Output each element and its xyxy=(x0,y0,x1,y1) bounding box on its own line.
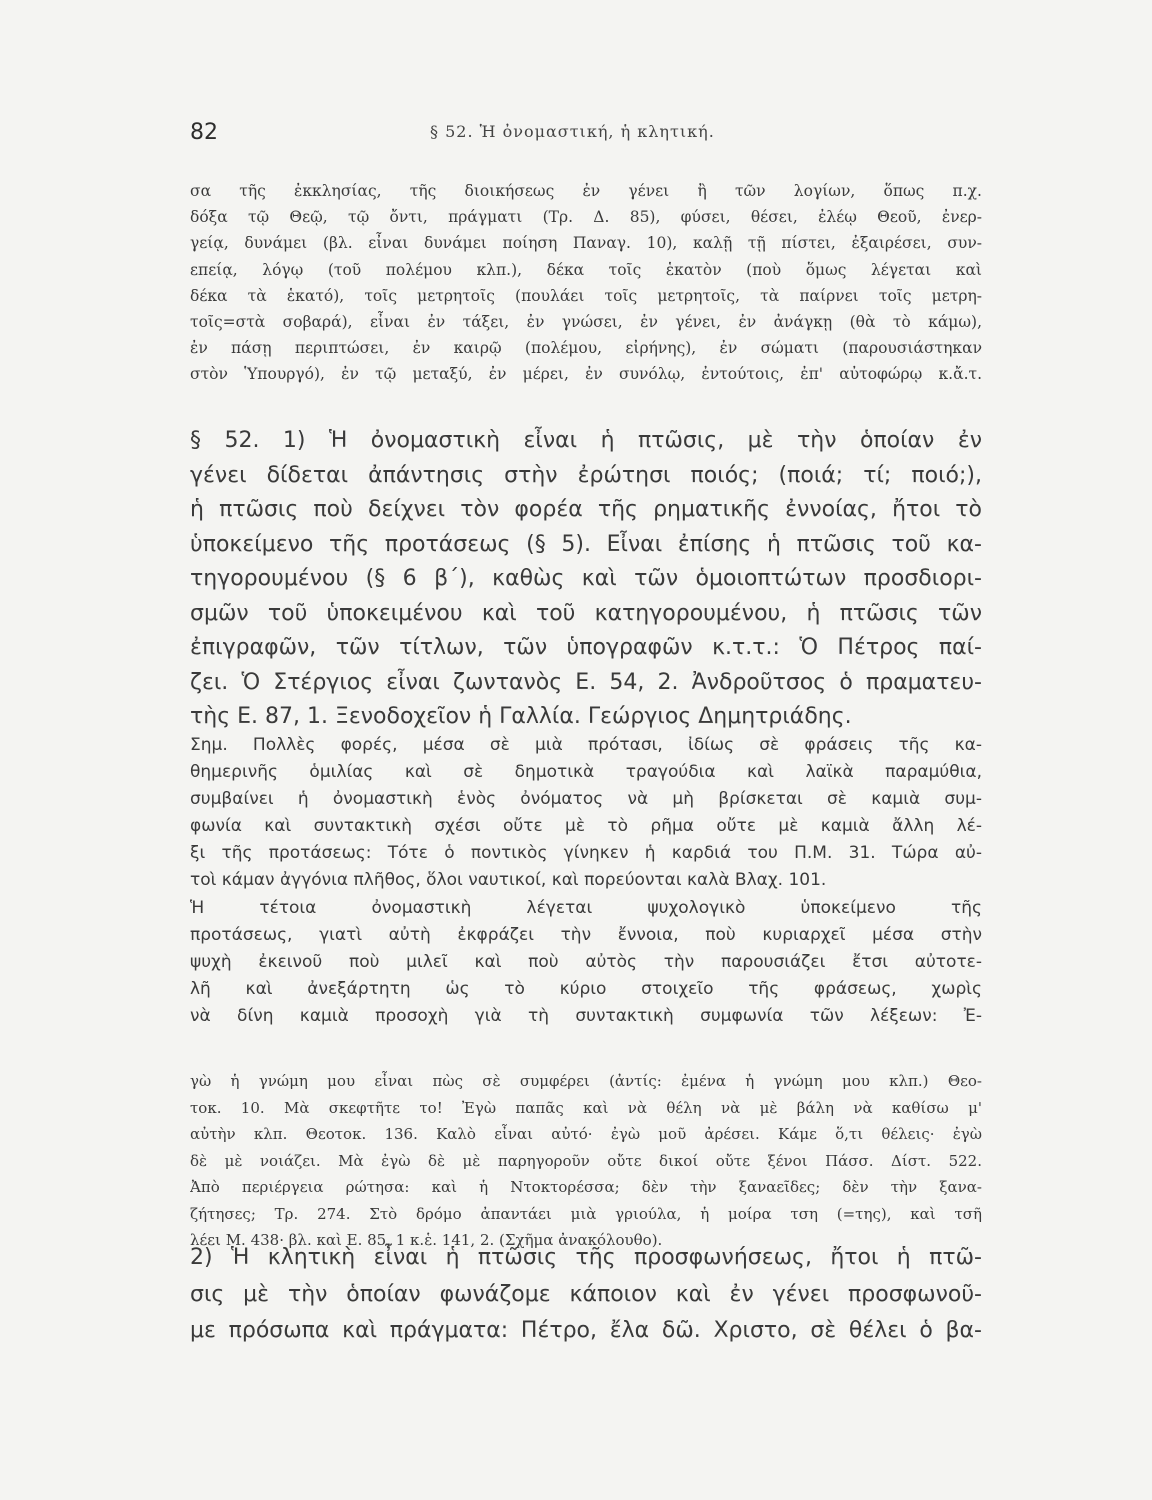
examples-paragraph xyxy=(190,1068,982,1254)
text-line: θημερινῆς ὁμιλίας καὶ σὲ δημοτικὰ τραγούδια καὶ λαϊκὰ παραμύθια, xyxy=(190,762,982,783)
page-number: 82 xyxy=(190,120,218,145)
text-line: δόξα τῷ Θεῷ, τῷ ὄντι, πράγματι (Τρ. Δ. 85), φύσει, θέσει, ἐλέῳ Θεοῦ, ἐνερ- xyxy=(190,208,982,227)
text-line: ἐν πάσῃ περιπτώσει, ἐν καιρῷ (πολέμου, εἰρήνης), ἐν σώματι (παρουσιάστηκαν xyxy=(190,339,982,358)
text-line: Σημ. Πολλὲς φορές, μέσα σὲ μιὰ πρότασι, ἰδίως σὲ φράσεις τῆς κα- xyxy=(190,735,982,755)
text-line: § 52. 1) Ἡ ὀνομαστικὴ εἶναι ἡ πτῶσις, μὲ τὴν ὁποίαν ἐν xyxy=(190,428,982,453)
text-line: δέκα τὰ ἑκατό), τοῖς μετρητοῖς (πουλάει τοῖς μετρητοῖς, τὰ παίρνει τοῖς μετρη- xyxy=(190,286,982,305)
text-line: δὲ μὲ νοιάζει. Μὰ ἐγὼ δὲ μὲ παρηγοροῦν οὔτε δικοί οὔτε ξένοι Πάσσ. Δίστ. 522. xyxy=(190,1151,982,1170)
text-line: 2) Ἡ κλητικὴ εἶναι ἡ πτῶσις τῆς προσφωνήσεως, ἤτοι ἡ πτῶ- xyxy=(190,1245,982,1270)
text-line: τηγορουμένου (§ 6 β΄), καθὼς καὶ τῶν ὁμοιοπτώτων προσδιορι- xyxy=(190,566,982,591)
running-title: § 52. Ἡ ὀνομαστική, ἡ κλητική. xyxy=(430,122,715,141)
text-line: ζει. Ὁ Στέργιος εἶναι ζωντανὸς Ε. 54, 2. Ἀνδροῦτσος ὁ πραματευ- xyxy=(190,669,982,695)
text-line: Ἡ τέτοια ὀνομαστικὴ λέγεται ψυχολογικὸ ὑποκείμενο τῆς xyxy=(190,897,982,918)
text-line: γείᾳ, δυνάμει (βλ. εἶναι δυνάμει ποίηση Παναγ. 10), καλῇ τῇ πίστει, ἐξαιρέσει, συν- xyxy=(190,234,982,253)
text-line: με πρόσωπα καὶ πράγματα: Πέτρο, ἔλα δῶ. Χριστο, σὲ θέλει ὁ βα- xyxy=(190,1318,982,1343)
text-line: λῆ καὶ ἀνεξάρτητη ὡς τὸ κύριο στοιχεῖο τῆς φράσεως, χωρὶς xyxy=(190,978,982,999)
text-line: στὸν Ὑπουργό), ἐν τῷ μεταξύ, ἐν μέρει, ἐν συνόλῳ, ἐντούτοις, ἐπ' αὐτοφώρῳ κ.ἄ.τ. xyxy=(190,365,982,384)
text-line: νὰ δίνη καμιὰ προσοχὴ γιὰ τὴ συντακτικὴ συμφωνία τῶν λέξεων: Ἐ- xyxy=(190,1005,982,1026)
note-paragraph xyxy=(190,732,982,1030)
text-line: ζήτησες; Τρ. 274. Στὸ δρόμο ἀπαντάει μιὰ γριούλα, ἡ μοίρα τση (=της), καὶ τσῆ xyxy=(190,1204,982,1223)
text-line: τοῖς=στὰ σοβαρά), εἶναι ἐν τάξει, ἐν γνώσει, ἐν γένει, ἐν ἀνάγκῃ (θὰ τὸ κάμω), xyxy=(190,312,982,331)
section-52-paragraph xyxy=(190,424,982,735)
text-line: σμῶν τοῦ ὑποκειμένου καὶ τοῦ κατηγορουμένου, ἡ πτῶσις τῶν xyxy=(190,600,982,626)
text-line: τοκ. 10. Μὰ σκεφτῆτε το! Ἐγὼ παπᾶς καὶ νὰ θέλη νὰ μὲ βάλη νὰ καθίσω μ' xyxy=(190,1098,982,1117)
text-line: σις μὲ τὴν ὁποίαν φωνάζομε κάποιον καὶ ἐν γένει προσφωνοῦ- xyxy=(190,1281,982,1307)
text-line: ἡ πτῶσις ποὺ δείχνει τὸν φορέα τῆς ρηματικῆς ἐννοίας, ἤτοι τὸ xyxy=(190,497,982,522)
text-line: λέει Μ. 438· βλ. καὶ Ε. 85, 1 κ.ἑ. 141, 2. (Σχῆμα ἀνακόλουθο). xyxy=(190,1231,663,1249)
text-line: σα τῆς ἐκκλησίας, τῆς διοικήσεως ἐν γένει ἢ τῶν λογίων, ὅπως π.χ. xyxy=(190,182,982,200)
text-line: αὐτὴν κλπ. Θεοτοκ. 136. Καλὸ εἶναι αὐτό· ἐγὼ μοῦ ἀρέσει. Κάμε ὅ,τι θέλεις· ἐγὼ xyxy=(190,1125,982,1143)
text-line: ἐπιγραφῶν, τῶν τίτλων, τῶν ὑπογραφῶν κ.τ.τ.: Ὁ Πέτρος παί- xyxy=(190,635,982,660)
text-line: ψυχὴ ἐκεινοῦ ποὺ μιλεῖ καὶ ποὺ αὐτὸς τὴν παρουσιάζει ἔτσι αὐτοτε- xyxy=(190,951,982,972)
text-line: τὴς Ε. 87, 1. Ξενοδοχεῖον ἡ Γαλλία. Γεώργιος Δημητριάδης. xyxy=(190,704,852,729)
text-line: Ἀπὸ περιέργεια ρώτησα: καὶ ἡ Ντοκτορέσσα; δὲν τὴν ξαναεῖδες; δὲν τὴν ξανα- xyxy=(190,1178,982,1196)
text-line: ὑποκείμενο τῆς προτάσεως (§ 5). Εἶναι ἐπίσης ἡ πτῶσις τοῦ κα- xyxy=(190,531,982,557)
text-line: συμβαίνει ἡ ὀνομαστικὴ ἑνὸς ὀνόματος νὰ μὴ βρίσκεται σὲ καμιὰ συμ- xyxy=(190,789,982,810)
text-line: προτάσεως, γιατὶ αὐτὴ ἐκφράζει τὴν ἔννοια, ποὺ κυριαρχεῖ μέσα στὴν xyxy=(190,924,982,945)
text-line: τοὶ κάμαν ἀγγόνια πλῆθος, ὅλοι ναυτικοί, καὶ πορεύονται καλὰ Βλαχ. 101. xyxy=(190,870,827,891)
text-line: επείᾳ, λόγῳ (τοῦ πολέμου κλπ.), δέκα τοῖς ἑκατὸν (ποὺ ὅμως λέγεται καὶ xyxy=(190,260,982,279)
text-line: γένει δίδεται ἀπάντησις στὴν ἐρώτησι ποιός; (ποιά; τί; ποιό;), xyxy=(190,462,982,488)
section-2-paragraph xyxy=(190,1240,982,1350)
continuation-paragraph xyxy=(190,178,982,388)
text-line: γὼ ἡ γνώμη μου εἶναι πὼς σὲ συμφέρει (ἀντίς: ἐμένα ἡ γνώμη μου κλπ.) Θεο- xyxy=(190,1072,982,1090)
text-line: φωνία καὶ συντακτικὴ σχέσι οὔτε μὲ τὸ ρῆμα οὔτε μὲ καμιὰ ἄλλη λέ- xyxy=(190,816,982,837)
text-line: ξι τῆς προτάσεως: Τότε ὁ ποντικὸς γίνηκεν ἡ καρδιά του Π.Μ. 31. Τώρα αὐ- xyxy=(190,843,982,864)
